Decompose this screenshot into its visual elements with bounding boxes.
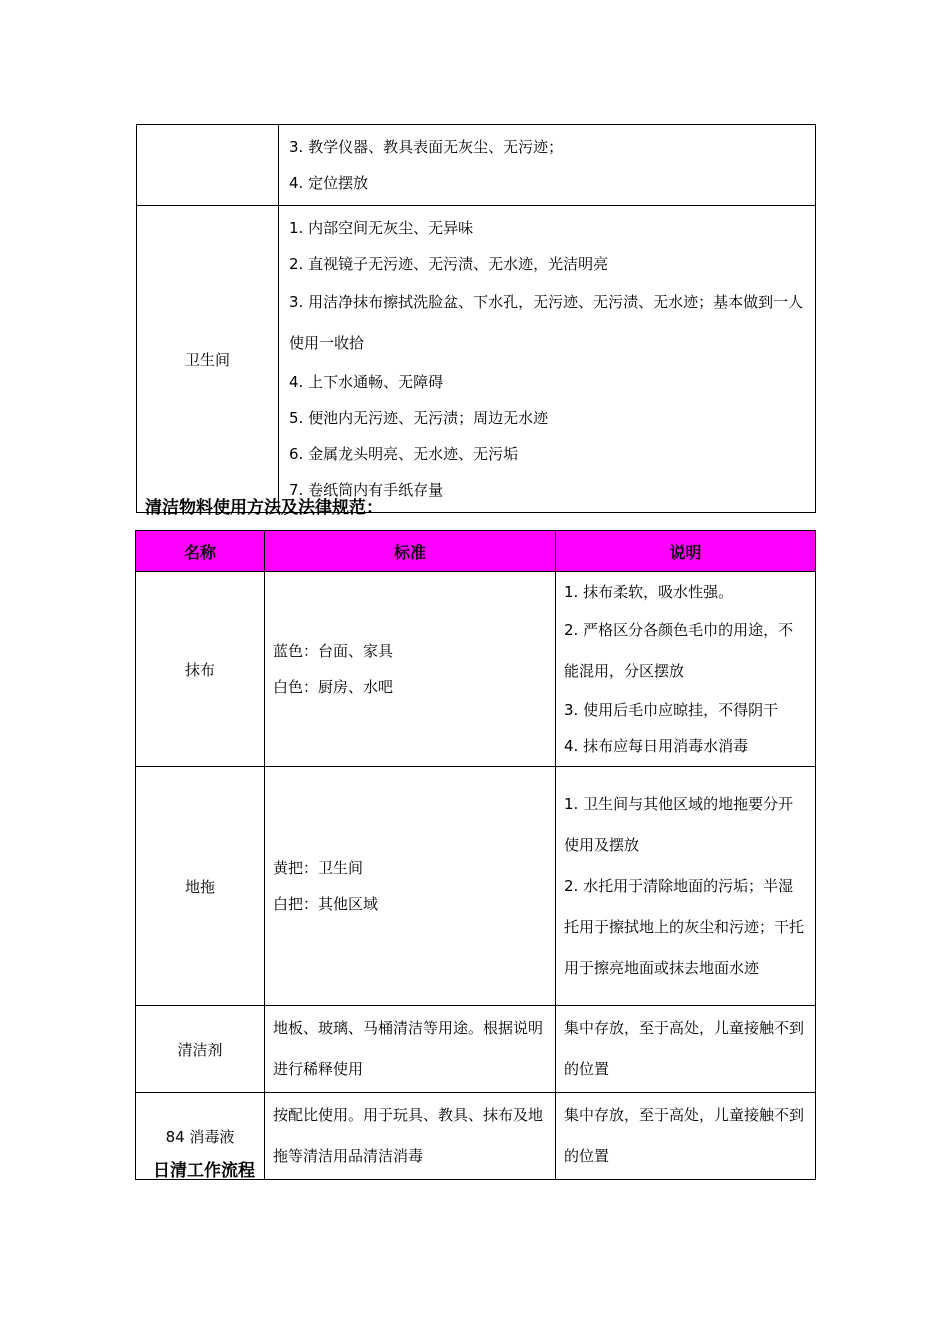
list-item: 2. 严格区分各颜色毛巾的用途，不能混用，分区摆放 — [564, 621, 794, 680]
list-item: 3. 使用后毛巾应晾挂，不得阴干 — [564, 701, 779, 719]
area-standards-cell — [279, 125, 816, 206]
list-item: 4. 抹布应每日用消毒水消毒 — [564, 737, 749, 755]
list-item: 3. 教学仪器、教具表面无灰尘、无污迹； — [289, 138, 564, 156]
list-item: 白色：厨房、水吧 — [273, 678, 394, 696]
list-item: 3. 用洁净抹布擦拭洗脸盆、下水孔，无污迹、无污渍、无水迹；基本做到一人使用一收拾 — [289, 293, 804, 352]
material-name-cell: 84 消毒液 — [136, 1093, 265, 1180]
table-row — [136, 572, 816, 767]
section-title-materials: 清洁物料使用方法及法律规范： — [145, 498, 383, 518]
list-item: 按配比使用。用于玩具、教具、抹布及地拖等清洁用品清洁消毒 — [273, 1106, 544, 1165]
material-notes-cell — [556, 1093, 816, 1180]
list-item: 1. 抹布柔软，吸水性强。 — [564, 583, 734, 601]
list-item: 4. 定位摆放 — [289, 174, 369, 192]
material-standard-cell — [265, 1006, 556, 1093]
section-title-daily-workflow: 日清工作流程 — [153, 1161, 255, 1181]
list-item: 集中存放，至于高处，儿童接触不到的位置 — [564, 1019, 805, 1078]
material-standard-cell — [265, 1093, 556, 1180]
list-item: 2. 水托用于清除地面的污垢；半湿托用于擦拭地上的灰尘和污迹；干托用于擦亮地面或抹去地面水迹 — [564, 876, 805, 977]
list-item: 白把：其他区域 — [273, 895, 379, 913]
column-header-notes: 说明 — [556, 531, 816, 572]
material-notes-cell — [556, 767, 816, 1006]
list-item: 集中存放，至于高处，儿童接触不到的位置 — [564, 1106, 805, 1165]
area-standards-cell — [279, 206, 816, 513]
table-header-row — [136, 531, 816, 572]
column-header-standard: 标准 — [265, 531, 556, 572]
table-row — [137, 206, 816, 513]
list-item: 地板、玻璃、马桶清洁等用途。根据说明进行稀释使用 — [273, 1019, 544, 1078]
area-name-cell — [137, 125, 279, 206]
material-name-cell: 地拖 — [136, 767, 265, 1006]
list-item: 黄把：卫生间 — [273, 859, 364, 877]
list-item: 7. 卷纸筒内有手纸存量 — [289, 481, 444, 499]
material-notes-cell — [556, 572, 816, 767]
list-item: 蓝色：台面、家具 — [273, 642, 394, 660]
list-item: 1. 内部空间无灰尘、无异味 — [289, 219, 474, 237]
materials-table — [135, 530, 816, 1180]
table-row — [137, 125, 816, 206]
area-name-cell: 卫生间 — [137, 206, 279, 513]
material-standard-cell — [265, 767, 556, 1006]
material-notes-cell — [556, 1006, 816, 1093]
column-header-name: 名称 — [136, 531, 265, 572]
material-name-cell: 抹布 — [136, 572, 265, 767]
list-item: 6. 金属龙头明亮、无水迹、无污垢 — [289, 445, 519, 463]
list-item: 4. 上下水通畅、无障碍 — [289, 373, 444, 391]
list-item: 2. 直视镜子无污迹、无污渍、无水迹，光洁明亮 — [289, 255, 609, 273]
list-item: 1. 卫生间与其他区域的地拖要分开使用及摆放 — [564, 794, 794, 854]
list-item: 5. 便池内无污迹、无污渍；周边无水迹 — [289, 409, 549, 427]
material-standard-cell — [265, 572, 556, 767]
standards-table — [136, 124, 816, 513]
table-row — [136, 767, 816, 1006]
material-name-cell: 清洁剂 — [136, 1006, 265, 1093]
table-row — [136, 1006, 816, 1093]
